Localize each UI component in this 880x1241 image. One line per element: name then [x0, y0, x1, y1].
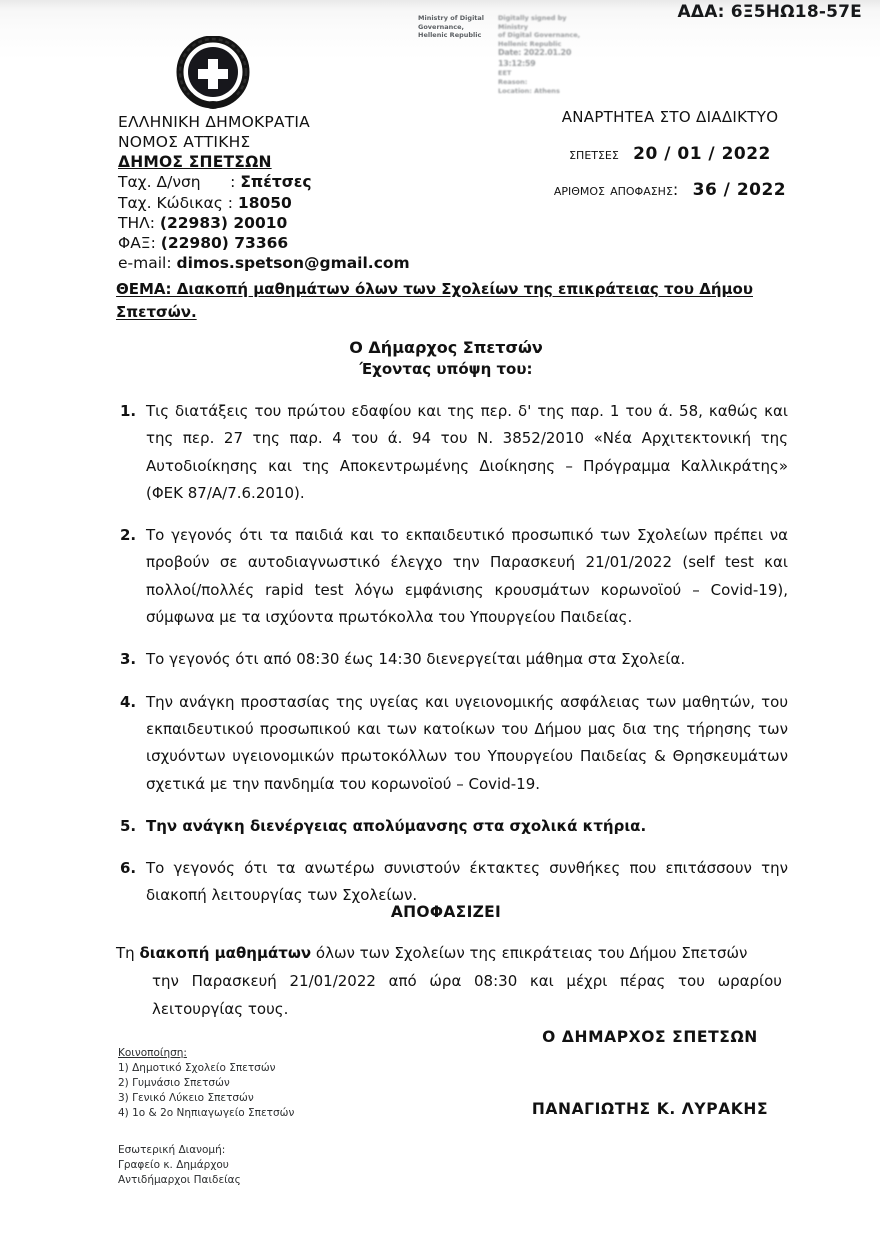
address-row: Ταχ. Δ/νση : Σπέτσες — [118, 173, 312, 192]
signature-detail-line4: Date: 2022.01.20 13:12:59 — [498, 48, 572, 68]
internal-heading: Εσωτερική Διανομή: — [118, 1144, 226, 1156]
telephone-label: ΤΗΛ: — [118, 213, 155, 232]
decision-number-row — [470, 180, 870, 200]
signature-detail-line3: Hellenic Republic — [498, 39, 562, 48]
signature-detail-line7: Location: Athens — [498, 86, 560, 95]
consideration-number: 5. — [120, 816, 137, 835]
signature-authority-line1: Ministry of Digital — [418, 14, 485, 22]
consideration-item — [116, 522, 788, 631]
decision-rest: την Παρασκευή 21/01/2022 από ώρα 08:30 και μέχρι πέρας του ωραρίου λειτουργίας τους. — [152, 971, 782, 1018]
consideration-text: Το γεγονός ότι τα παιδιά και το εκπαιδευτικό προσωπικό των Σχολείων πρέπει να προβούν σε αυτοδιαγνωστικό έλεγχο την Παρασκευή 21/01/2022 (self test και πολλοί/πολλές rapid test λόγω εμφάνισης κρουσμάτων κορωνοϊού – Covid-19), σύμφωνα με τα ισχύοντα πρωτόκολλα του Υπουργείου Παιδείας. — [146, 526, 788, 627]
place-label: σπετσες — [569, 144, 619, 163]
cc-item: 1) Δημοτικό Σχολείο Σπετσών — [118, 1061, 276, 1074]
email-value[interactable]: dimos.spetson@gmail.com — [176, 253, 410, 272]
consideration-item — [116, 646, 788, 673]
org-line-prefecture: ΝΟΜΟΣ ΑΤΤΙΚΗΣ — [118, 133, 251, 152]
consideration-text: Την ανάγκη προστασίας της υγείας και υγειονομικής ασφάλειας των μαθητών, του εκπαιδευτικού προσωπικού και των κατοίκων του Δήμου μας δια της τήρησης των ισχυόντων υγειονομικών πρωτοκόλλων του Υπουργείου Παιδείας & Θρησκευμάτων σχετικά με την πανδημία του κορωνοϊού – Covid-19. — [146, 692, 788, 793]
internal-items — [118, 1158, 448, 1188]
cc-distribution-block — [118, 1046, 448, 1121]
digital-signature-stamp — [418, 14, 588, 95]
fax-label: ΦΑΞ: — [118, 233, 156, 252]
signature-detail-line2: of Digital Governance, — [498, 31, 581, 40]
internal-distribution-block — [118, 1143, 448, 1188]
signature-authority-line3: Hellenic Republic — [418, 31, 482, 40]
email-label: e-mail: — [118, 253, 172, 272]
address-label: Ταχ. Δ/νση — [118, 173, 201, 192]
consideration-number: 2. — [120, 526, 137, 545]
date-value: 20 / 01 / 2022 — [633, 144, 771, 164]
consideration-number: 3. — [120, 650, 137, 669]
telephone-value: (22983) 20010 — [159, 213, 288, 232]
consideration-item — [116, 813, 788, 840]
mayor-preamble-line2: Έχοντας υπόψη του: — [359, 360, 533, 379]
issuing-authority-block — [118, 112, 448, 273]
cc-items — [118, 1061, 448, 1121]
cc-item: 3) Γενικό Λύκειο Σπετσών — [118, 1091, 254, 1104]
postal-value: 18050 — [237, 193, 292, 212]
address-value: Σπέτσες — [240, 173, 312, 192]
decision-number-label: αριθμοσ αποφασησ: — [553, 180, 679, 199]
cc-heading: Κοινοποίηση: — [118, 1047, 187, 1059]
signature-authority — [418, 14, 492, 95]
place-date-row — [470, 144, 870, 164]
consideration-item — [116, 398, 788, 507]
fax-row — [118, 233, 448, 253]
signature-detail-line5: EET — [498, 69, 512, 78]
signature-detail-line1: Digitally signed by Ministry — [498, 14, 567, 31]
ada-code: ΑΔΑ: 6Ξ5ΗΩ18-57Ε — [677, 2, 862, 22]
consideration-item — [116, 689, 788, 798]
subject-line: ΘΕΜΑ: Διακοπή μαθημάτων όλων των Σχολείων της επικράτειας του Δήμου Σπετσών. — [116, 280, 753, 322]
org-line-municipality: ΔΗΜΟΣ ΣΠΕΤΣΩΝ — [118, 153, 272, 172]
decision-bold-phrase: διακοπή μαθημάτων — [139, 944, 312, 962]
telephone-row — [118, 213, 448, 233]
consideration-number: 1. — [120, 402, 137, 420]
consideration-text: Τις διατάξεις του πρώτου εδαφίου και της περ. δ' της παρ. 1 του ά. 58, καθώς και της περ. 27 της παρ. 4 του ά. 94 του Ν. 3852/2010 «Νέα Αρχιτεκτονική της Αυτοδιοίκησης και της Αποκεντρωμένης Διοίκησης – Πρόγραμμα Καλλικράτης» (ΦΕΚ 87/Α/7.6.2010). — [146, 402, 788, 502]
postal-row: Ταχ. Κώδικας : 18050 — [118, 193, 292, 212]
publish-notice: ΑΝΑΡΤΗΤΕΑ ΣΤΟ ΔΙΑΔΙΚΤΥΟ — [561, 108, 779, 126]
coat-of-arms-icon — [176, 36, 250, 110]
signatory-title: Ο ΔΗΜΑΡΧΟΣ ΣΠΕΤΣΩΝ — [542, 1028, 758, 1046]
internal-item: Γραφείο κ. Δημάρχου — [118, 1158, 229, 1171]
decision-heading: ΑΠΟΦΑΣΙΖΕΙ — [390, 903, 502, 921]
considerations-list — [116, 398, 788, 925]
decision-first-line: Τη διακοπή μαθημάτων όλων των Σχολείων της επικράτειας του Δήμου Σπετσών — [116, 944, 748, 962]
signature-authority-line2: Governance, — [418, 22, 465, 31]
fax-value: (22980) 73366 — [160, 233, 289, 252]
consideration-number: 4. — [120, 692, 137, 711]
decision-body — [116, 940, 782, 1023]
decision-number-value: 36 / 2022 — [692, 180, 787, 200]
org-line-country: ΕΛΛΗΝΙΚΗ ΔΗΜΟΚΡΑΤΙΑ — [118, 113, 310, 131]
mayor-preamble — [116, 336, 776, 381]
consideration-text: Το γεγονός ότι τα ανωτέρω συνιστούν έκτακτες συνθήκες που επιτάσσουν την διακοπή λειτουργίας των Σχολείων. — [146, 859, 788, 905]
signature-details — [498, 14, 586, 95]
cc-item: 4) 1ο & 2ο Νηπιαγωγείο Σπετσών — [118, 1106, 295, 1119]
internal-item: Αντιδήμαρχοι Παιδείας — [118, 1173, 241, 1186]
signatory-name: ΠΑΝΑΓΙΩΤΗΣ Κ. ΛΥΡΑΚΗΣ — [531, 1100, 769, 1118]
mayor-preamble-line1: Ο Δήμαρχος Σπετσών — [349, 338, 543, 357]
publication-block — [470, 108, 870, 216]
email-row — [118, 253, 448, 273]
postal-label: Ταχ. Κώδικας — [118, 193, 223, 212]
consideration-number: 6. — [120, 859, 137, 878]
consideration-text: Το γεγονός ότι από 08:30 έως 14:30 διενεργείται μάθημα στα Σχολεία. — [146, 650, 686, 669]
consideration-text: Την ανάγκη διενέργειας απολύμανσης στα σχολικά κτήρια. — [146, 816, 647, 835]
consideration-item — [116, 855, 788, 910]
signature-block — [440, 1028, 860, 1118]
cc-item: 2) Γυμνάσιο Σπετσών — [118, 1076, 230, 1089]
signature-detail-line6: Reason: — [498, 77, 528, 86]
